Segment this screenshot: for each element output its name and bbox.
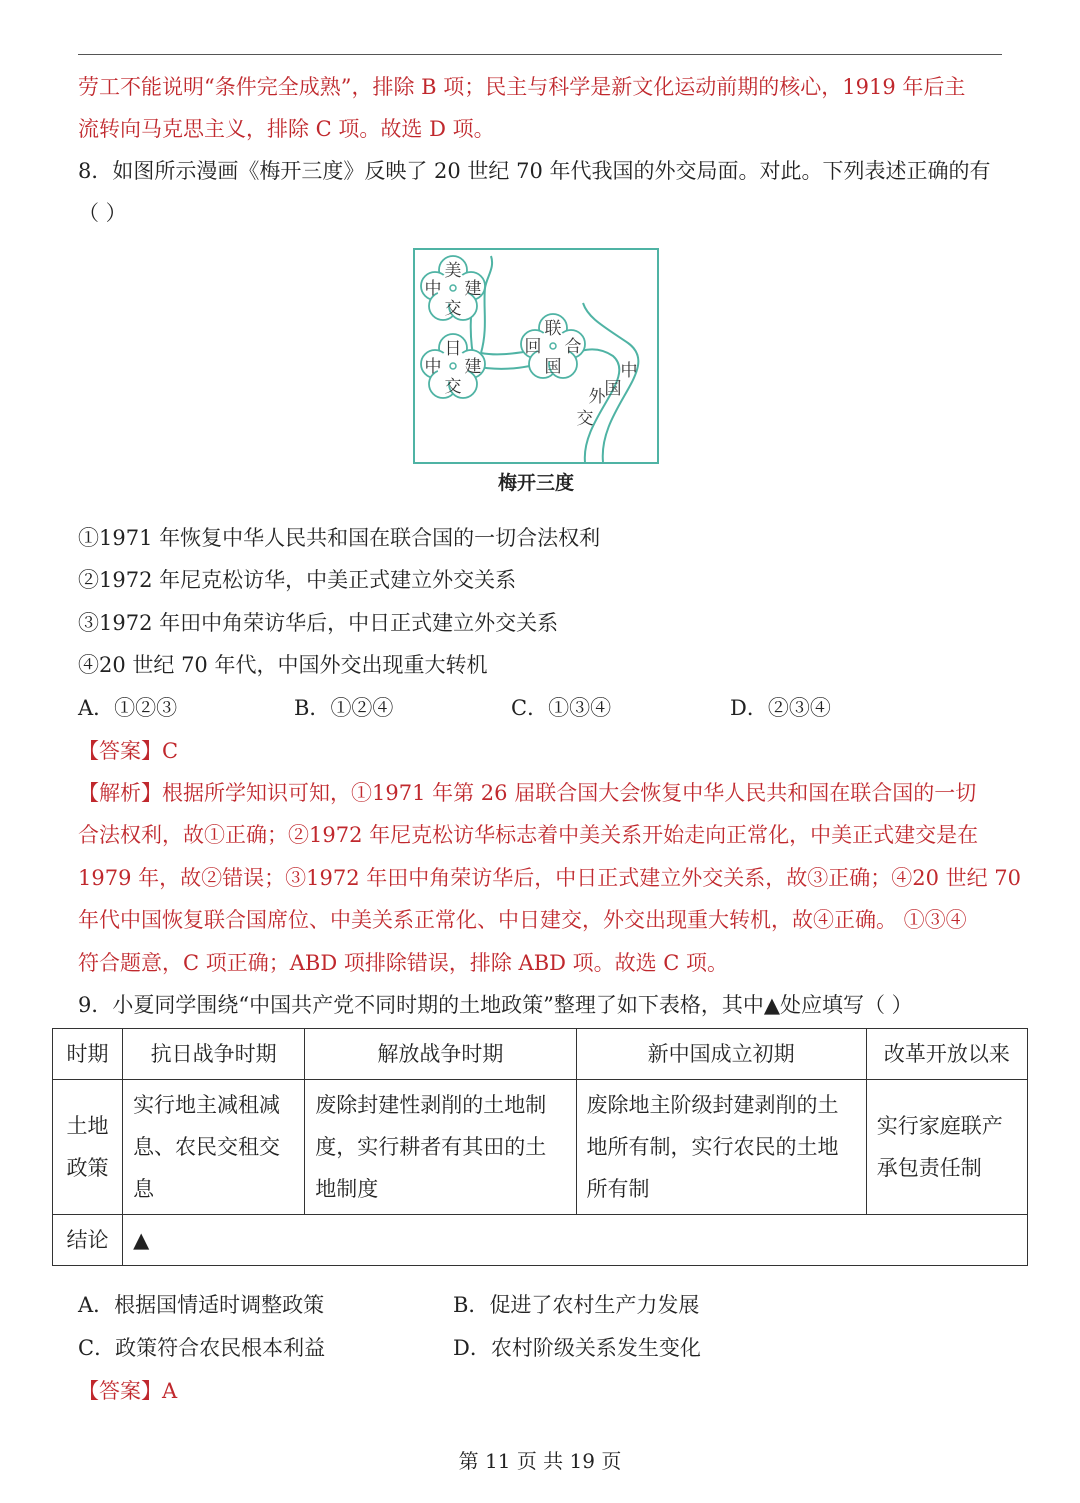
prev-explanation-line-2: 流转向马克思主义，排除 C 项。故选 D 项。	[78, 117, 495, 141]
conclusion-label: 结论	[53, 1215, 123, 1266]
svg-text:合: 合	[564, 337, 582, 357]
header-cell: 新中国成立初期	[576, 1029, 866, 1080]
header-cell: 抗日战争时期	[123, 1029, 305, 1080]
prev-explanation-line-1: 劳工不能说明“条件完全成熟”，排除 B 项；民主与科学是新文化运动前期的核心，1919 年后主	[78, 75, 966, 99]
header-cell: 时期	[53, 1029, 123, 1080]
svg-text:中: 中	[424, 279, 442, 299]
svg-text:外: 外	[588, 387, 606, 407]
header-cell: 解放战争时期	[305, 1029, 576, 1080]
svg-text:中: 中	[620, 361, 638, 381]
figure-caption: 梅开三度	[497, 472, 574, 494]
q8-statement-3: ③1972 年田中角荣访华后，中日正式建立外交关系	[78, 611, 559, 635]
q9-option-c: C．政策符合农民根本利益	[78, 1336, 326, 1360]
q8-stem-blank: （ ）	[78, 201, 127, 225]
svg-text:交: 交	[444, 299, 462, 319]
svg-text:建: 建	[464, 357, 482, 377]
table-header-row	[53, 1029, 1028, 1080]
table-row	[53, 1215, 1028, 1266]
header-cell: 改革开放以来	[866, 1029, 1027, 1080]
svg-text:回: 回	[524, 337, 542, 357]
q8-analysis-line-4: 年代中国恢复联合国席位、中美关系正常化、中日建交，外交出现重大转机，故④正确。 ①③④	[78, 908, 967, 932]
cartoon-plum-blossom	[413, 248, 659, 464]
table-row	[53, 1080, 1028, 1215]
svg-text:国: 国	[604, 379, 622, 399]
svg-text:交: 交	[444, 377, 462, 397]
q8-answer: 【答案】C	[78, 739, 179, 763]
svg-text:交: 交	[576, 409, 594, 429]
q9-option-d: D．农村阶级关系发生变化	[453, 1336, 701, 1360]
conclusion-cell: ▲	[123, 1215, 1028, 1266]
svg-text:联: 联	[544, 319, 562, 339]
q8-analysis-line-5: 符合题意，C 项正确；ABD 项排除错误，排除 ABD 项。故选 C 项。	[78, 951, 729, 975]
land-policy-table	[52, 1028, 1028, 1266]
q9-stem: 9．小夏同学围绕“中国共产党不同时期的土地政策”整理了如下表格，其中▲处应填写（ ）	[78, 993, 913, 1017]
q8-stem: 8．如图所示漫画《梅开三度》反映了 20 世纪 70 年代我国的外交局面。对此。下列表述正确的有	[78, 159, 991, 183]
svg-text:美: 美	[444, 261, 462, 281]
table-cell: 实行地主减租减息、农民交租交息	[123, 1080, 305, 1215]
table-cell: 废除地主阶级封建剥削的土地所有制，实行农民的土地所有制	[576, 1080, 866, 1215]
q8-option-c: C．①③④	[511, 696, 612, 720]
q8-statement-1: ①1971 年恢复中华人民共和国在联合国的一切合法权利	[78, 526, 601, 550]
q8-analysis-line-1: 【解析】根据所学知识可知，①1971 年第 26 届联合国大会恢复中华人民共和国在联合国的一切	[78, 781, 977, 805]
q9-answer: 【答案】A	[78, 1379, 178, 1403]
svg-text:日: 日	[444, 339, 462, 359]
header-rule	[78, 54, 1002, 55]
q8-option-d: D．②③④	[730, 696, 831, 720]
q9-option-a: A．根据国情适时调整政策	[78, 1293, 325, 1317]
table-cell: 废除封建性剥削的土地制度，实行耕者有其田的土地制度	[305, 1080, 576, 1215]
svg-text:国: 国	[544, 357, 562, 377]
q8-statement-4: ④20 世纪 70 年代，中国外交出现重大转机	[78, 653, 488, 677]
q8-option-a: A．①②③	[78, 696, 178, 720]
q8-analysis-line-3: 1979 年，故②错误；③1972 年田中角荣访华后，中日正式建立外交关系，故③正确；④20 世纪 70	[78, 866, 1022, 890]
q9-option-b: B．促进了农村生产力发展	[453, 1293, 700, 1317]
page-footer: 第 11 页 共 19 页	[458, 1449, 622, 1473]
q8-analysis-line-2: 合法权利，故①正确；②1972 年尼克松访华标志着中美关系开始走向正常化，中美正式建交是在	[78, 823, 979, 847]
q8-option-b: B．①②④	[294, 696, 394, 720]
svg-text:中: 中	[424, 357, 442, 377]
svg-text:建: 建	[464, 279, 482, 299]
row-label: 土地政策	[53, 1080, 123, 1215]
table-cell: 实行家庭联产承包责任制	[866, 1080, 1027, 1215]
q8-statement-2: ②1972 年尼克松访华，中美正式建立外交关系	[78, 568, 517, 592]
